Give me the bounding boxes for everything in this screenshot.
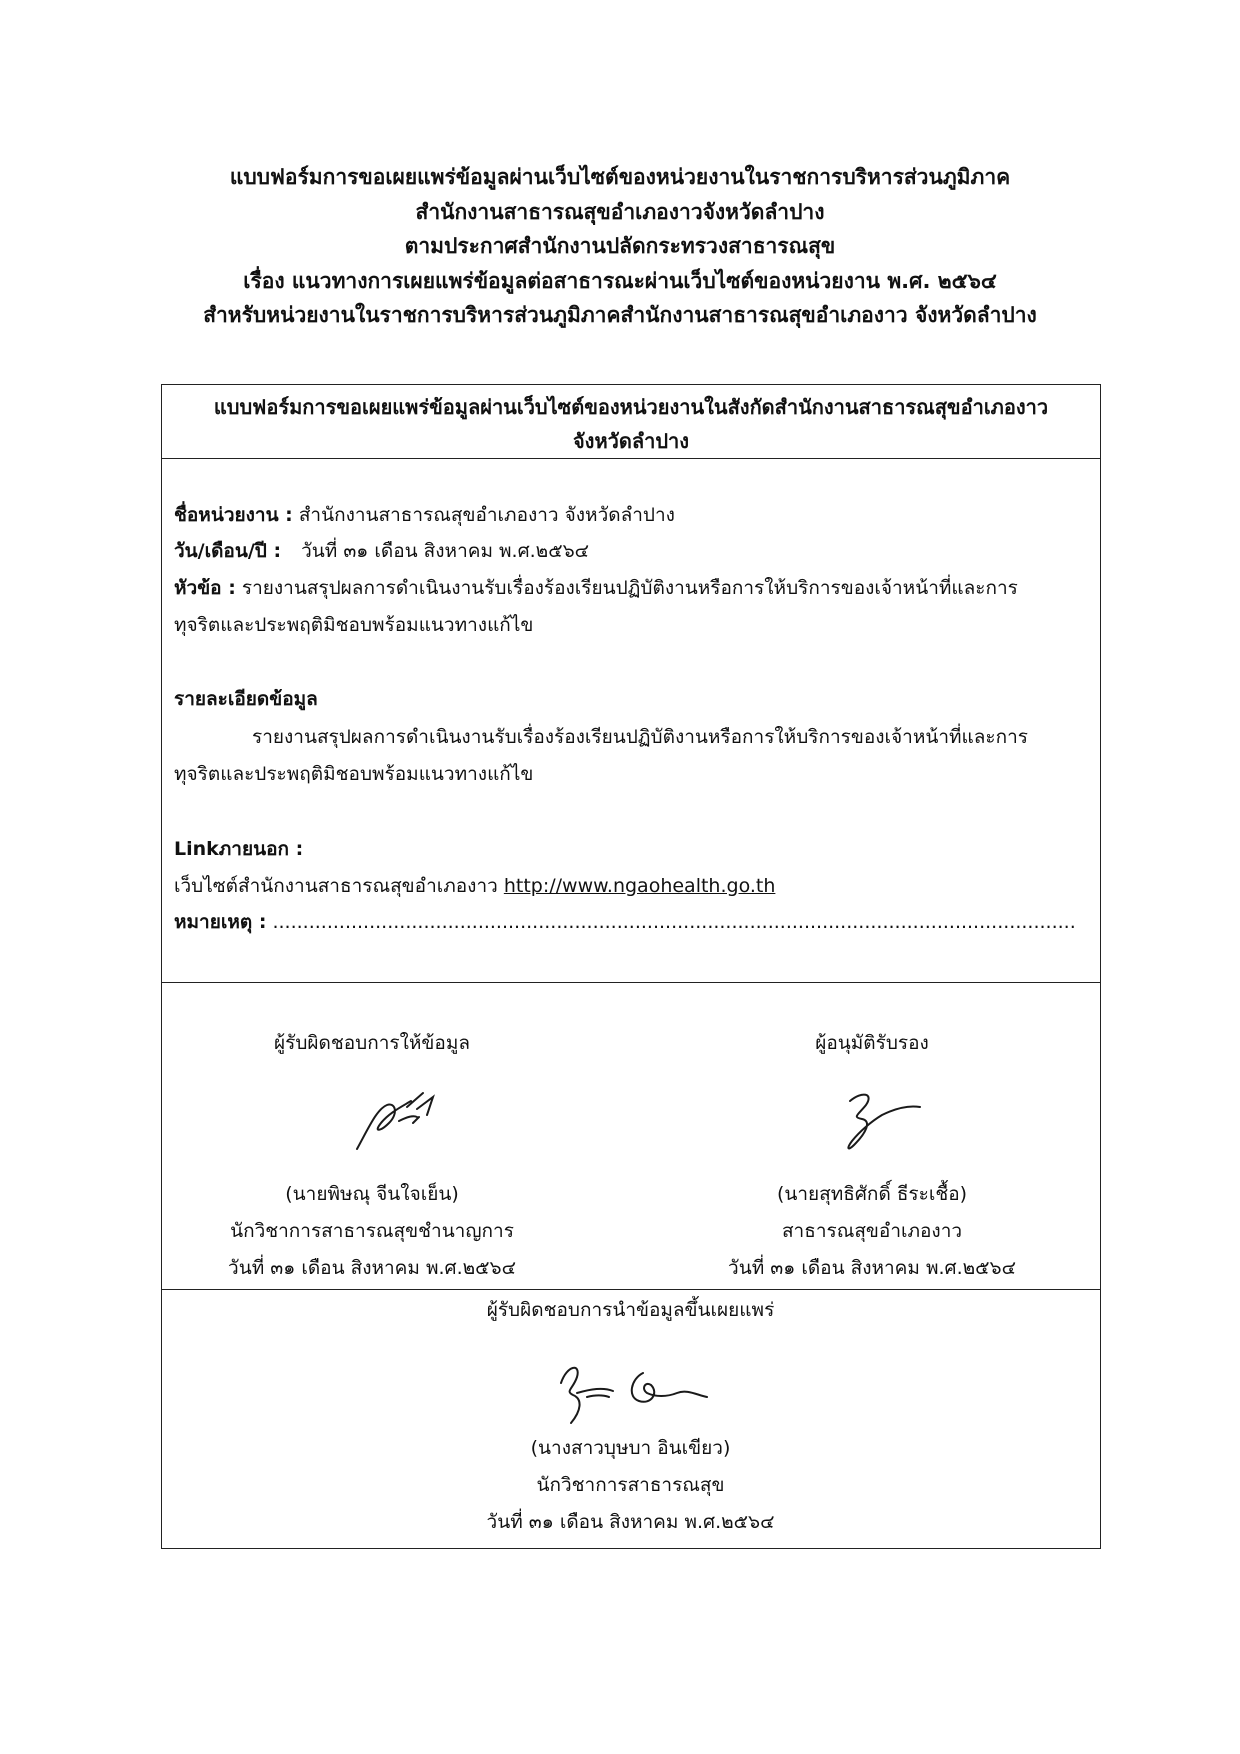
form-title [162, 390, 1100, 458]
signature-image-left [347, 1087, 457, 1157]
signature-block-left [182, 1025, 562, 1062]
signer-role: ผู้อนุมัติรับรอง [815, 1032, 929, 1054]
date-value: วันที่ ๓๑ เดือน สิงหาคม พ.ศ.๒๕๖๔ [301, 540, 590, 562]
heading-line-5: สำหรับหน่วยงานในราชการบริหารส่วนภูมิภาคสำนักงานสาธารณสุขอำเภองาว จังหวัดลำปาง [203, 303, 1037, 327]
signer-position: นักวิชาการสาธารณสุขชำนาญการ [230, 1220, 514, 1242]
note-value: ..................................................................................................................................... [272, 911, 1076, 933]
signature-text-bottom [162, 1430, 1099, 1541]
unit-value: สำนักงานสาธารณสุขอำเภองาว จังหวัดลำปาง [298, 504, 675, 526]
heading-line-4: เรื่อง แนวทางการเผยแพร่ข้อมูลต่อสาธารณะผ่านเว็บไซต์ของหน่วยงาน พ.ศ. ๒๕๖๔ [243, 268, 997, 293]
signature-block-right [682, 1025, 1062, 1062]
external-link-label: Linkภายนอก : [174, 838, 304, 860]
form-box [161, 384, 1101, 1549]
topic-row [174, 576, 1018, 600]
website-row [174, 874, 775, 898]
website-link[interactable]: http://www.ngaohealth.go.th [503, 875, 776, 897]
heading-line-2: สำนักงานสาธารณสุขอำเภองาวจังหวัดลำปาง [415, 199, 825, 224]
signer-position: สาธารณสุขอำเภองาว [781, 1220, 963, 1242]
signer-date: วันที่ ๓๑ เดือน สิงหาคม พ.ศ.๒๕๖๔ [486, 1511, 775, 1533]
signer-name: (นางสาวบุษบา อินเขียว) [530, 1437, 731, 1459]
signature-image-right [822, 1085, 932, 1160]
details-line-1: รายงานสรุปผลการดำเนินงานรับเรื่องร้องเรียนปฏิบัติงานหรือการให้บริการของเจ้าหน้าที่และการ [252, 726, 1029, 748]
signature-text-left [182, 1176, 562, 1287]
details-label: รายละเอียดข้อมูล [174, 688, 318, 710]
divider [162, 982, 1100, 983]
signer-date: วันที่ ๓๑ เดือน สิงหาคม พ.ศ.๒๕๖๔ [228, 1257, 516, 1279]
document-heading [0, 160, 1240, 333]
topic-value-line-2: ทุจริตและประพฤติมิชอบพร้อมแนวทางแก้ไข [174, 614, 534, 636]
signature-image-bottom [547, 1353, 717, 1433]
signature-text-right [682, 1176, 1062, 1287]
details-line-2: ทุจริตและประพฤติมิชอบพร้อมแนวทางแก้ไข [174, 763, 534, 785]
unit-label: ชื่อหน่วยงาน : [174, 504, 293, 526]
heading-line-1: แบบฟอร์มการขอเผยแพร่ข้อมูลผ่านเว็บไซต์ของหน่วยงานในราชการบริหารส่วนภูมิภาค [229, 165, 1011, 189]
divider [162, 458, 1100, 459]
signer-role: ผู้รับผิดชอบการนำข้อมูลขึ้นเผยแพร่ [486, 1299, 775, 1321]
date-label: วัน/เดือน/ปี : [174, 540, 282, 562]
heading-line-3: ตามประกาศสำนักงานปลัดกระทรวงสาธารณสุข [404, 234, 836, 258]
note-label: หมายเหตุ : [174, 911, 267, 933]
signer-name: (นายพิษณุ จีนใจเย็น) [285, 1183, 459, 1205]
signer-position: นักวิชาการสาธารณสุข [536, 1474, 725, 1496]
website-text: เว็บไซต์สำนักงานสาธารณสุขอำเภองาว [174, 875, 498, 897]
note-row [174, 910, 1076, 934]
divider [162, 1289, 1100, 1290]
date-row [174, 539, 589, 563]
form-title-line-1: แบบฟอร์มการขอเผยแพร่ข้อมูลผ่านเว็บไซต์ของหน่วยงานในสังกัดสำนักงานสาธารณสุขอำเภองาว [213, 395, 1049, 419]
unit-row [174, 503, 675, 527]
signature-block-bottom [162, 1292, 1099, 1329]
signer-name: (นายสุทธิศักดิ์ ธีระเชื้อ) [776, 1183, 968, 1205]
topic-value-line-1: รายงานสรุปผลการดำเนินงานรับเรื่องร้องเรียนปฏิบัติงานหรือการให้บริการของเจ้าหน้าที่และการ [241, 577, 1018, 599]
form-title-line-2: จังหวัดลำปาง [572, 429, 690, 453]
topic-label: หัวข้อ : [174, 577, 236, 599]
signer-date: วันที่ ๓๑ เดือน สิงหาคม พ.ศ.๒๕๖๔ [728, 1257, 1016, 1279]
signer-role: ผู้รับผิดชอบการให้ข้อมูล [274, 1032, 470, 1054]
